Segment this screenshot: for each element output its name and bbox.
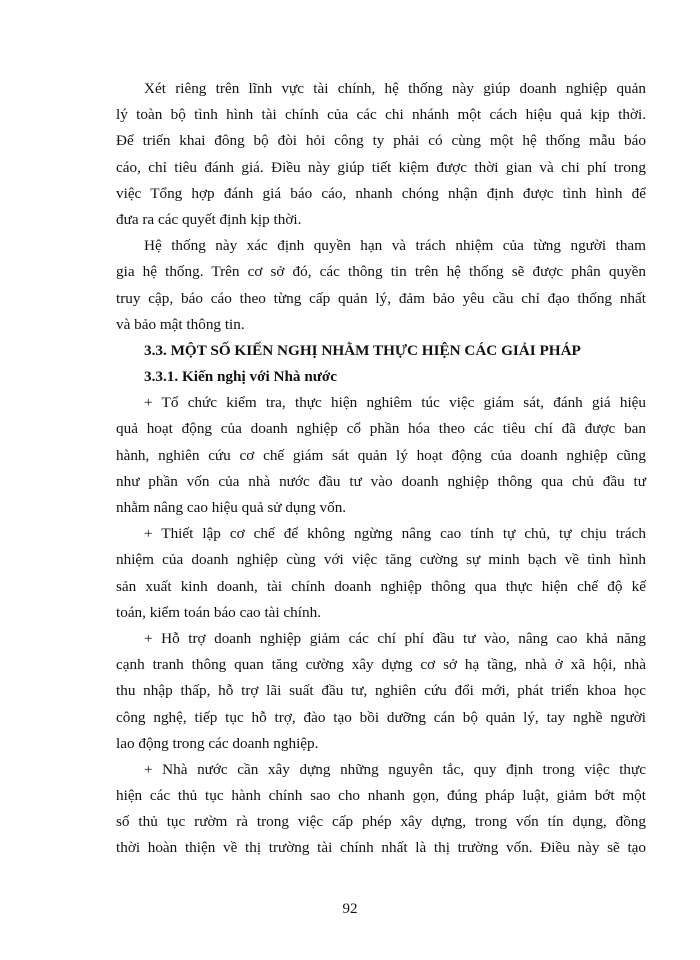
text-line: đưa ra các quyết định kịp thời. xyxy=(116,210,302,228)
text-line: cáo, chỉ tiêu đánh giá. Điều này giúp tiết kiệm được thời gian và chi phí trong xyxy=(116,158,646,176)
text-line: truy cập, báo cáo theo từng cấp quản lý, đảm bảo yêu cầu chỉ đạo thống nhất xyxy=(116,289,646,307)
text-line: thời hoàn thiện về thị trường tài chính nhất là thị trường vốn. Điều này sẽ tạo xyxy=(116,839,646,857)
text-line: + Tổ chức kiểm tra, thực hiện nghiêm túc việc giám sát, đánh giá hiệu xyxy=(144,394,646,412)
text-line: và bảo mật thông tin. xyxy=(116,315,245,333)
text-line: Xét riêng trên lĩnh vực tài chính, hệ thống này giúp doanh nghiệp quản xyxy=(144,80,646,97)
text-line: số thủ tục rườm rà trong việc cấp phép xây dựng, trong vốn tín dụng, đồng xyxy=(116,813,646,831)
text-line: + Nhà nước cần xây dựng những nguyên tắc, quy định trong việc thực xyxy=(144,760,646,778)
text-line: Hệ thống này xác định quyền hạn và trách nhiệm của từng người tham xyxy=(144,237,646,255)
subsection-heading: 3.3.1. Kiến nghị với Nhà nước xyxy=(144,368,338,386)
text-line: gia hệ thống. Trên cơ sở đó, các thông tin trên hệ thống sẽ được phân quyền xyxy=(116,263,646,281)
text-line: lý toàn bộ tình hình tài chính của các chi nhánh một cách hiệu quả kịp thời. xyxy=(116,106,646,124)
paragraph-finance-system xyxy=(116,76,646,233)
text-line: hành, nghiên cứu cơ chế giám sát quản lý hoạt động của doanh nghiệp cũng xyxy=(116,446,646,464)
text-line: sản xuất kinh doanh, tài chính doanh nghiệp thông qua thực hiện chế độ kế xyxy=(116,577,646,595)
text-line: lao động trong các doanh nghiệp. xyxy=(116,734,319,752)
text-line: toán, kiểm toán báo cao tài chính. xyxy=(116,603,321,621)
text-line: nhằm nâng cao hiệu quả sử dụng vốn. xyxy=(116,499,347,517)
text-line: cạnh tranh thông quan tăng cường xây dựng cơ sở hạ tầng, nhà ở xã hội, nhà xyxy=(116,656,646,674)
text-line: Để triển khai đông bộ đòi hỏi công ty phải có cùng một hệ thống mẫu báo xyxy=(116,132,646,150)
page-body xyxy=(116,76,646,862)
page-number: 92 xyxy=(342,901,358,917)
text-line: quả hoạt động của doanh nghiệp cổ phần hóa theo các tiêu chí đã được ban xyxy=(116,420,646,438)
text-line: + Thiết lập cơ chế để không ngừng nâng cao tính tự chủ, tự chịu trách xyxy=(144,525,646,543)
text-line: hiện các thủ tục hành chính sao cho nhanh gọn, đúng pháp luật, giảm bớt một xyxy=(116,787,646,805)
section-heading: 3.3. MỘT SỐ KIẾN NGHỊ NHẰM THỰC HIỆN CÁC GIẢI PHÁP xyxy=(144,341,581,359)
paragraph-support xyxy=(116,626,646,757)
paragraph-inspection xyxy=(116,390,646,521)
text-line: như phần vốn của nhà nước đầu tư vào doanh nghiệp thông qua chủ đầu tư xyxy=(116,472,646,490)
text-line: nhiệm của doanh nghiệp cùng với việc tăng cường sự minh bạch về tình hình xyxy=(116,551,646,569)
text-line: công nghệ, tiếp tục hỗ trợ, đào tạo bồi dưỡng cán bộ quản lý, tay nghề người xyxy=(116,708,646,726)
paragraph-regulations xyxy=(116,757,646,862)
text-line: + Hỗ trợ doanh nghiệp giảm các chí phí đầu tư vào, nâng cao khả năng xyxy=(144,629,646,647)
paragraph-mechanism xyxy=(116,521,646,626)
text-line: việc Tổng hợp đánh giá báo cáo, nhanh chóng nhận định được tình hình để xyxy=(116,184,646,202)
text-line: thu nhập thấp, hỗ trợ lãi suất đầu tư, nghiên cứu đổi mới, phát triển khoa học xyxy=(116,682,646,700)
paragraph-permissions xyxy=(116,233,646,338)
